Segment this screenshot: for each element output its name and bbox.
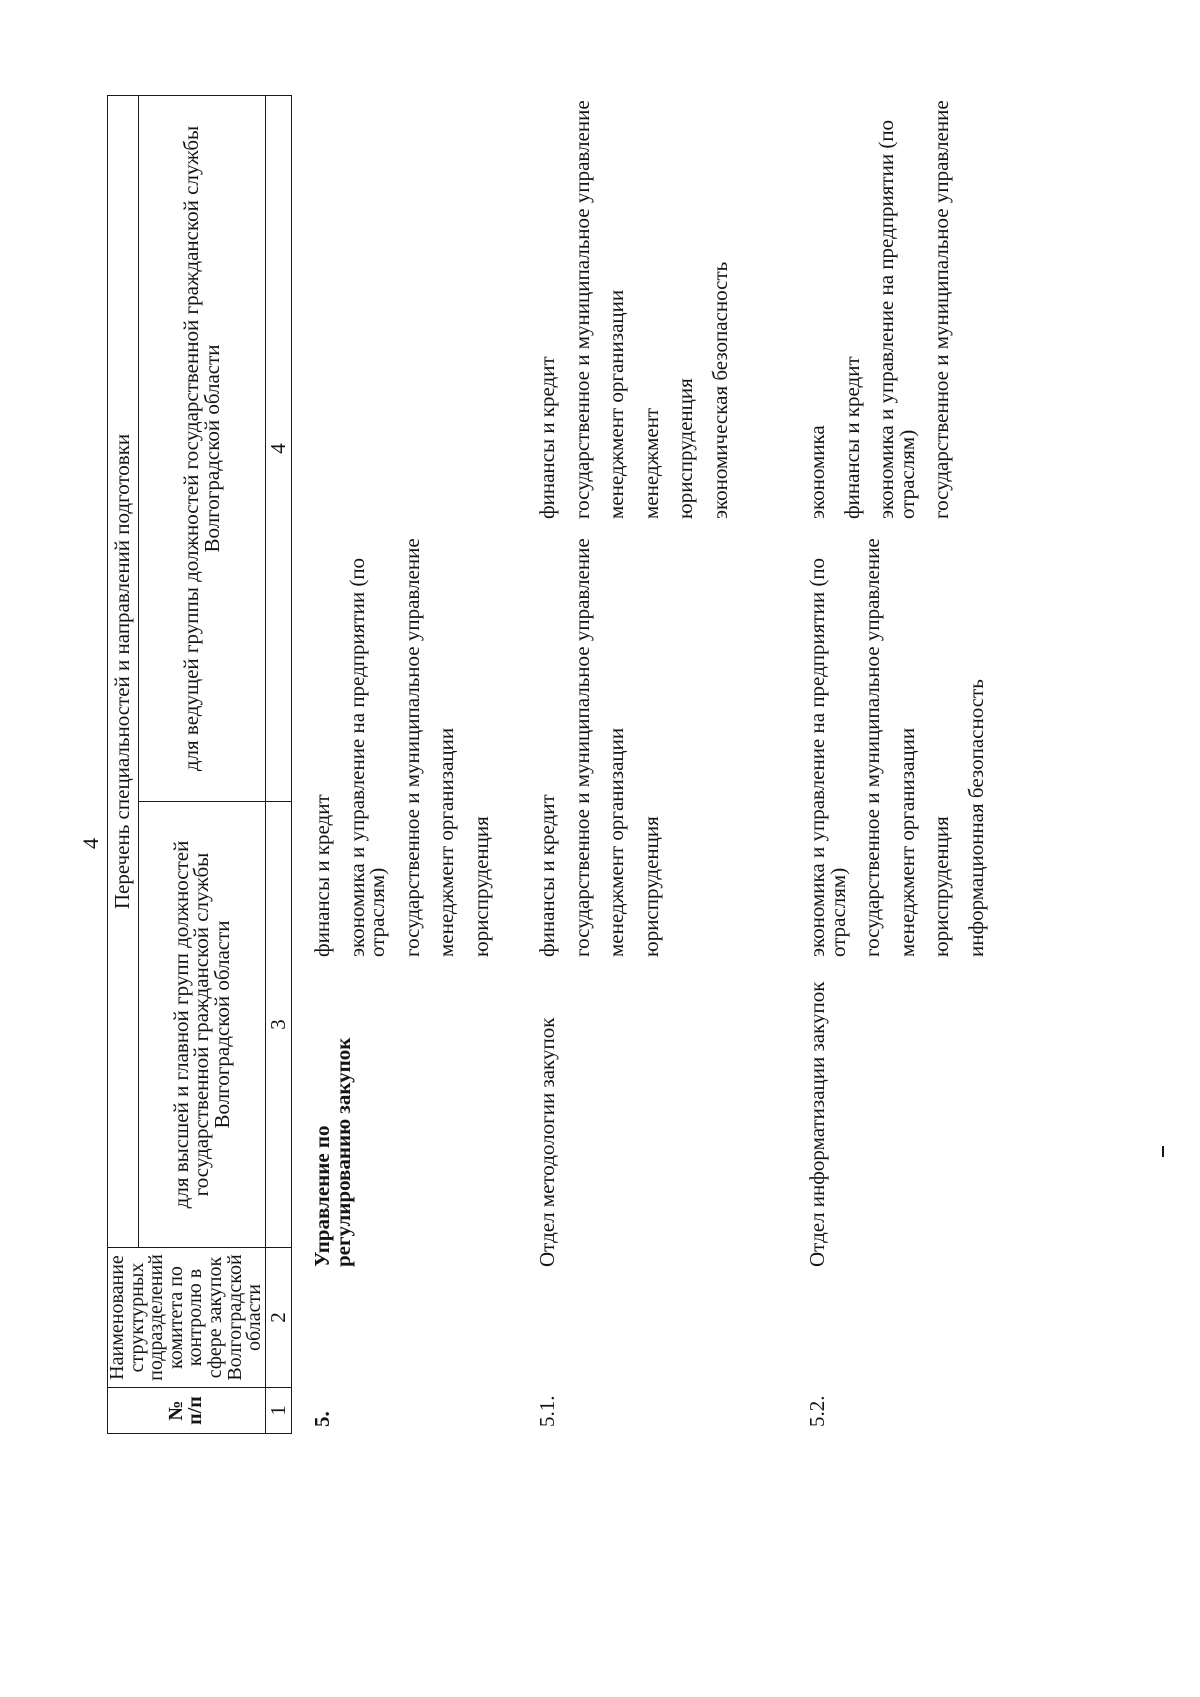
list-item: экономика и управление на предприятии (по отраслям) bbox=[344, 557, 390, 957]
header-index-2: 2 bbox=[265, 1248, 291, 1388]
list-item: финансы и кредит bbox=[535, 356, 559, 519]
header-col-senior: для высшей и главной групп должностей государственной гражданской службы Волгоградской области bbox=[138, 802, 265, 1248]
row-col3-list bbox=[537, 537, 675, 957]
header-col-name: Наименование структурных подразделений комитета по контролю в сфере закупок Волгоградской области bbox=[108, 1248, 266, 1388]
row-name: Отдел информатизации закупок bbox=[805, 981, 829, 1267]
list-item: государственное и муниципальное управление bbox=[569, 538, 594, 957]
list-item: государственное и муниципальное управление bbox=[860, 538, 885, 957]
list-item: менеджмент организации bbox=[894, 727, 919, 957]
list-item: менеджмент организации bbox=[604, 289, 629, 519]
list-item: государственное и муниципальное управление bbox=[929, 100, 954, 519]
row-col3-list bbox=[312, 537, 505, 957]
row-col4-list bbox=[537, 99, 744, 519]
list-item: юриспруденция bbox=[929, 816, 954, 957]
list-item: информационная безопасность bbox=[963, 679, 988, 957]
header-index-1: 1 bbox=[265, 1388, 291, 1434]
list-item: экономика и управление на предприятии (по отраслям) bbox=[805, 557, 850, 957]
header-col-number: № п/п bbox=[108, 1388, 266, 1434]
list-item: государственное и муниципальное управление bbox=[399, 538, 424, 957]
header-index-4: 4 bbox=[265, 96, 291, 802]
row-name: Управление по регулированию закупок bbox=[310, 1037, 355, 1267]
list-item: менеджмент организации bbox=[604, 727, 629, 957]
list-item: юриспруденция bbox=[638, 816, 663, 957]
header-col-group: Перечень специальностей и направлений подготовки bbox=[108, 96, 139, 1248]
scan-mark bbox=[1162, 1146, 1164, 1157]
header-col-leading: для ведущей группы должностей государственной гражданской службы Волгоградской области bbox=[138, 96, 265, 802]
row-col3-list bbox=[807, 537, 1000, 957]
page-number: 4 bbox=[78, 838, 103, 849]
list-item: экономическая безопасность bbox=[707, 261, 732, 519]
list-item: менеджмент bbox=[638, 407, 663, 519]
list-item: государственное и муниципальное управление bbox=[569, 100, 594, 519]
row-col4-list bbox=[807, 99, 966, 519]
list-item: юриспруденция bbox=[468, 816, 493, 957]
list-item: финансы и кредит bbox=[310, 794, 334, 957]
list-item: менеджмент организации bbox=[434, 727, 459, 957]
row-number: 5.2. bbox=[805, 1395, 829, 1427]
list-item: экономика bbox=[805, 425, 829, 519]
row-name: Отдел методологии закупок bbox=[535, 1017, 559, 1267]
list-item: финансы и кредит bbox=[535, 794, 559, 957]
row-number: 5.1. bbox=[535, 1395, 559, 1427]
list-item: финансы и кредит bbox=[839, 356, 864, 519]
list-item: юриспруденция bbox=[673, 378, 698, 519]
header-index-3: 3 bbox=[265, 802, 291, 1248]
row-number: 5. bbox=[310, 1411, 334, 1427]
list-item: экономика и управление на предприятии (по отраслям) bbox=[874, 119, 919, 519]
header-table bbox=[107, 95, 292, 1434]
